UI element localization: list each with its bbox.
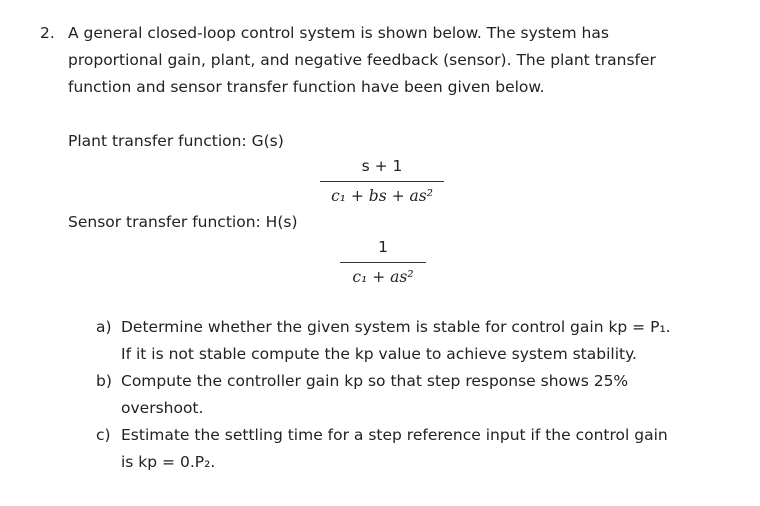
sensor-fraction-bar [340, 262, 426, 263]
plant-label: Plant transfer function: G(s) [68, 132, 284, 150]
plant-numerator: s + 1 [361, 157, 403, 175]
part-a-line-2: If it is not stable compute the kp value to achieve system stability. [121, 345, 637, 363]
question-number: 2. [40, 24, 55, 42]
part-b-letter: b) [96, 372, 112, 390]
part-c-line-1: Estimate the settling time for a step reference input if the control gain [121, 426, 668, 444]
sensor-numerator: 1 [378, 238, 388, 256]
plant-denominator: c₁ + bs + as² [331, 187, 433, 205]
intro-line-1: A general closed-loop control system is shown below. The system has [68, 24, 609, 42]
part-b-line-1: Compute the controller gain kp so that step response shows 25% [121, 372, 629, 390]
part-c-letter: c) [96, 426, 111, 444]
plant-fraction-bar [320, 181, 444, 182]
sensor-label: Sensor transfer function: H(s) [68, 213, 298, 231]
part-a-line-1: Determine whether the given system is stable for control gain kp = P₁. [121, 318, 671, 336]
intro-line-3: function and sensor transfer function have been given below. [68, 78, 545, 96]
sensor-denominator: c₁ + as² [352, 268, 414, 286]
part-b-line-2: overshoot. [121, 399, 204, 417]
plant-fraction [320, 157, 444, 205]
sensor-fraction [340, 238, 426, 286]
part-a-letter: a) [96, 318, 112, 336]
part-c-line-2: is kp = 0.P₂. [121, 453, 216, 471]
intro-line-2: proportional gain, plant, and negative feedback (sensor). The plant transfer [68, 51, 656, 69]
